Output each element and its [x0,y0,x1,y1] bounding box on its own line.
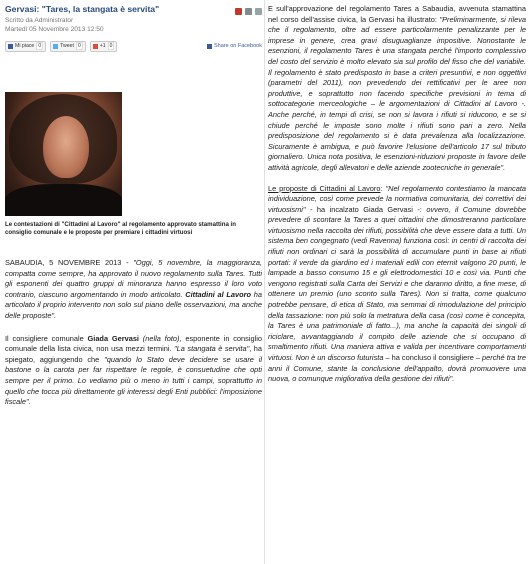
gplus-button[interactable] [90,41,118,52]
like-label: Mi piace [15,43,35,49]
tweet-button[interactable] [50,41,86,52]
rp2-mid: - ha incalzato Giada Gervasi -: [305,204,427,214]
rp2-quote-3: perché tra tre anni il Comune, stante la conclusione dell'appalto, dovrà promuovere una nuova, o comunque migliorativa della gestione dei rifiuti". [268,353,527,384]
gplus-count: 0 [109,43,113,49]
p2-mid: , esponente in consiglio comunale della lista civica, non usa mezzi termini. [5,333,262,354]
article-header [5,4,262,15]
p2-mid-2: , ha spiegato, aggiungendo che [5,344,262,364]
p2-photo-note: (nella foto) [138,333,180,343]
article-date: Martedì 05 Novembre 2013 12:50 [5,26,104,33]
photo-body [5,184,122,216]
right-paragraph-1 [268,4,526,174]
p2-quote-2: "quando lo Stato deve decidere se usare il bastone o la carota per far rispettare le regole, è consuetudine che opti sempre per il primo. Lo vediamo più o meno in tutti i campi, soprattutto in quello che tocca più direttamente gli interessi degli Enti pubblici: l'imposizione fiscale". [5,354,262,407]
share-facebook-link[interactable] [207,43,262,49]
right-paragraph-2 [268,184,526,385]
right-column [268,0,526,385]
pdf-icon[interactable] [235,8,242,15]
p1-dateline: SABAUDIA, 5 NOVEMBRE 2013 - [5,258,134,267]
tweet-label: Tweet [60,43,74,49]
gplus-label: +1 [99,43,106,49]
p1-quote-end: ha articolato il proprio intervento non solo sul piano delle osservazioni, ma anche delle proposte". [5,289,262,320]
column-divider [264,0,265,564]
print-icon[interactable] [245,8,252,15]
article-tools [235,8,262,15]
p1-group-name: Cittadini al Lavoro [185,289,252,299]
like-count: 0 [38,43,42,49]
p1-quote: "Oggi, 5 novembre, la maggioranza, compatta come sempre, ha approvato il nuovo regolamento sulla Tares. Tutti gli esponenti dei quattro gruppi di minoranza hanno espresso il loro voto contrario, ciascuno argomentando in modo articolato. [5,258,262,299]
article-title[interactable]: Gervasi: "Tares, la stangata è servita" [5,4,160,14]
rp2-colon: : [380,183,386,193]
article-photo [5,92,122,216]
p2-quote-1: "La stangata è servita" [174,344,250,354]
like-button[interactable] [5,41,46,52]
tweet-count: 0 [77,43,81,49]
rp1-start: E sull'approvazione del regolamento Tares a Sabaudia, avvenuta stamattina nel corso dell'assise civica, la Gervasi ha illustrato: [268,4,526,24]
google-plus-icon [93,44,98,49]
article-byline: Scritto da Administrator [5,17,74,24]
rp1-quote: "Preliminarmente, si rileva che il regolamento, oltre ad essere particolarmente penalizzante per le imprese in genere, crea gravi disuguaglianze impositive. Nonostante le esenzioni, il regolamento Tares è una stangata perché l'importo complessivo del costo del servizio è molto elevato sia sul profilo del fisso che del variabile. Il regolamento è stato predisposto in base a criteri presuntivi, e non oggettivi (parametri del 2011), non prevedendo dei rettificativi per le aree non produttive, e soprattutto non facendo specifiche previsioni in tema di sottocategorie merceologiche – le argomentazioni di Cittadini al Lavoro -. Anche perché, in tempi di crisi, se non si lavora i rifiuti si riducono, e se si chiude perché le imposte sono molte i rifiuti sono pari a zero. Nella predisposizione del regolamento si è data prevalenza alla localizzazione. Sicuramente è ambigua, e può favorire l'elusione dell'articolo 17 sul tributo giornaliero. Unica nota positiva, le esenzioni-riduzioni proposte in favore delle attività agricole, degli allevatori e delle aziende zootecniche in generale". [268,14,526,172]
p2-name: Giada Gervasi [87,333,139,343]
photo-caption: Le contestazioni di "Cittadini al Lavoro" al regolamento approvato stamattina in consiglio comunale e le proposte per premiare i cittadini virtuosi [5,221,236,236]
rp2-heading: Le proposte di Cittadini al Lavoro [268,183,381,193]
facebook-icon [207,44,212,49]
share-facebook-label: Share on Facebook [213,43,262,49]
left-paragraph-1 [5,258,262,322]
photo-face [43,116,89,178]
share-bar [5,40,262,52]
rp2-quote-1: "Nel regolamento contestiamo la mancata individuazione, così come prevede la normativa comunitaria, dei correttivi dei virtuosismi" [268,183,526,214]
rp2-quote-2: ovvero, il Comune dovrebbe prevedere di scontare la Tares a quei cittadini che dimostreranno particolare virtuosismo nella raccolta dei rifiuti, possibilità che deve essere data a tutti. Un sistema ben congegnato (vedi Ravenna) funziona così: in centri di raccolta dei rifiuti non ordinari ci sarà la possibilità di accumulare punti in base ai rifiuti portati: il verde da giardino ed i materiali edili con eternit valgono 20 punti, le lampade a basso consumo 15 e gli elettrodomestici 10 e così via. Punti che vengono registrati sulla Carta dei Servizi e che daranno diritto, a fine mese, di ottenere un premio (uno sconto sulla Tares). Non si tratta, come qualcuno potrebbe pensare, di etica di Stato, ma semmai di rimodulazione del principio della tassazione: non più solo la metratura della casa (così come è concepita, la Tares è una patrimoniale di fatto...), ma anche la capacità dei singoli di riciclare, avvantaggiando il compito delle aziende che si occupano di smaltimento rifiuti. Una maniera attiva e valida per incentivare comportamenti virtuosi. Non è un discorso futurista [268,204,526,362]
rp2-mid-2: – ha concluso il consigliere – [383,353,483,362]
p2-start: Il consigliere comunale [5,333,88,343]
left-paragraph-2 [5,334,262,408]
facebook-like-icon [8,44,13,49]
twitter-icon [53,44,58,49]
email-icon[interactable] [255,8,262,15]
left-column [5,0,262,408]
